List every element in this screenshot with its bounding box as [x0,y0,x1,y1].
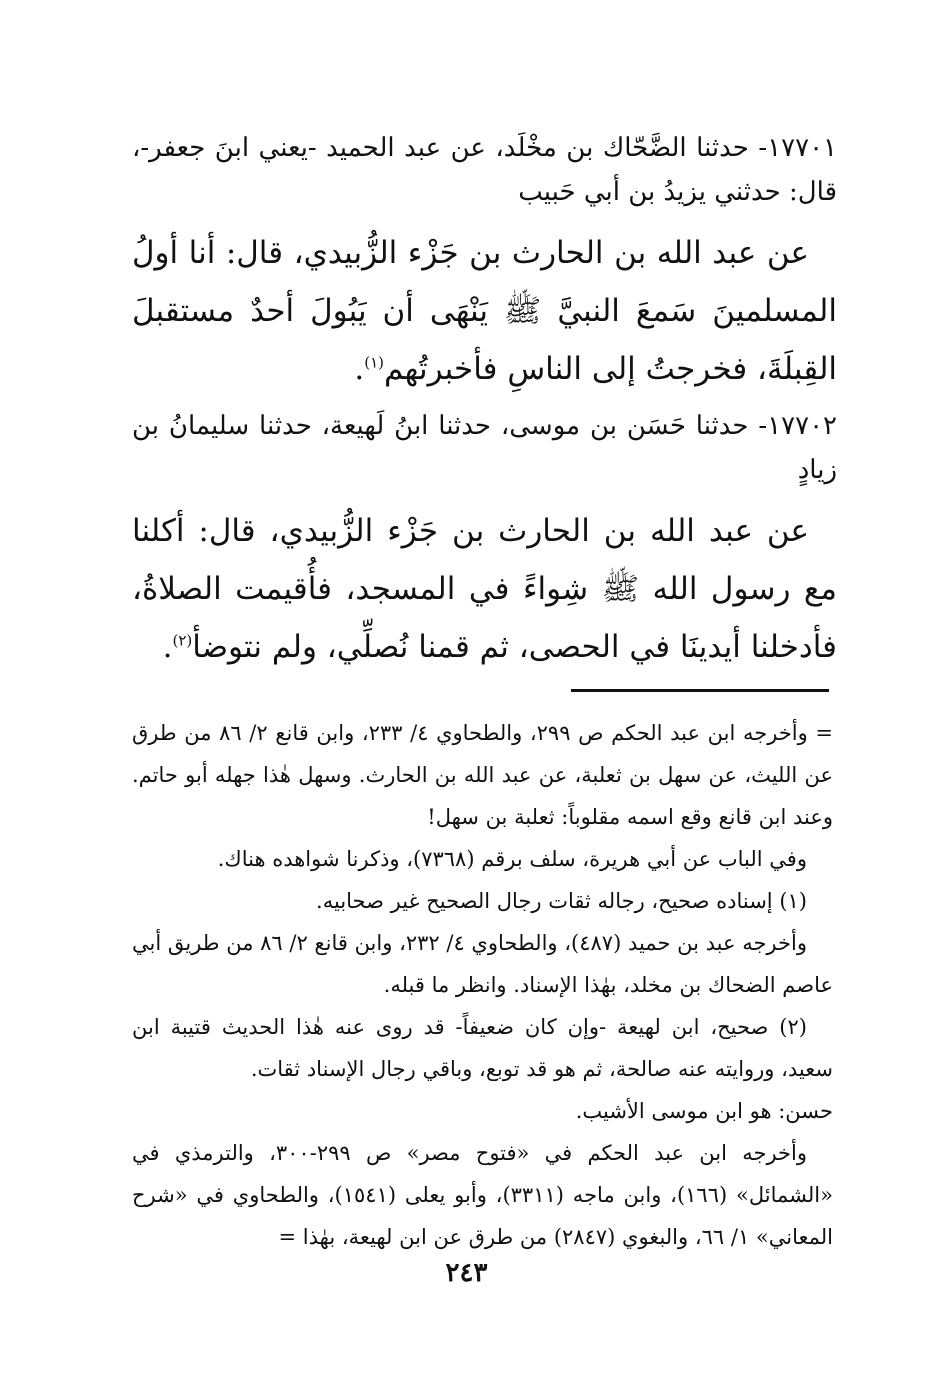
hadith-17701-matn-text: عن عبد الله بن الحارث بن جَزْء الزُّبيدي، قال: أنا أولُ المسلمينَ سَمعَ النبيَّ ﷺ يَنْهَى أن يَبُولَ أحدٌ مستقبلَ القِبلَةَ، فخرجتُ إلى الناسِ فأخبرتُهم [132,235,837,387]
footnote-paragraph: حسن: هو ابن موسى الأشيب. [575,1099,833,1123]
footnote-ref-2[interactable]: (٢) [172,631,193,650]
footnote-continuation: = وأخرجه ابن عبد الحكم ص ٢٩٩، والطحاوي ٤/ ٢٣٣، وابن قانع ٢/ ٨٦ من طرق عن الليث، عن سهل بن ثعلبة، عن عبد الله بن الحارث. وسهل هٰذا جهله أبو حاتم. وعند ابن قانع وقع اسمه مقلوباً: ثعلبة بن سهل! [132,721,833,829]
footnote-paragraph: وفي الباب عن أبي هريرة، سلف برقم (٧٣٦٨)، وذكرنا شواهده هناك. [217,847,807,871]
page-number: ٢٤٣ [445,1258,488,1288]
hadith-17702-matn [132,502,837,676]
hadith-17701-matn [132,224,837,398]
hadith-17702-isnad: ١٧٧٠٢- حدثنا حَسَن بن موسى، حدثنا ابنُ لَهيعة، حدثنا سليمانُ بن زيادٍ [132,411,837,485]
hadith-17702-matn-end: . [162,629,173,665]
footnote-1: (١) إسناده صحيح، رجاله ثقات رجال الصحيح غير صحابيه. [316,889,807,913]
footnote-paragraph: وأخرجه عبد بن حميد (٤٨٧)، والطحاوي ٤/ ٢٣٢، وابن قانع ٢/ ٨٦ من طريق أبي عاصم الضحاك بن مخلد، بهٰذا الإسناد. وانظر ما قبله. [132,931,833,997]
footnote-divider [571,689,829,692]
hadith-17702-matn-text: عن عبد الله بن الحارث بن جَزْء الزُّبيدي، قال: أكلنا مع رسول الله ﷺ شِواءً في المسجد، فأُقيمت الصلاةُ، فأدخلنا أيدينَا في الحصى، ثم قمنا نُصلِّي، ولم نتوضأ [132,513,837,665]
hadith-17701-isnad: ١٧٧٠١- حدثنا الضَّحّاك بن مخْلَد، عن عبد الحميد -يعني ابنَ جعفر-، قال: حدثني يزيدُ بن أبي حَبيب [132,133,837,207]
footnote-2: (٢) صحيح، ابن لهيعة -وإن كان ضعيفاً- قد روى عنه هٰذا الحديث قتيبة ابن سعيد، وروايته عنه صالحة، ثم هو قد توبع، وباقي رجال الإسناد ثقات. [132,1015,833,1081]
footnotes-section [132,712,833,1258]
footnote-ref-1[interactable]: (١) [364,353,385,372]
hadith-17701-matn-end: . [354,351,365,387]
footnote-paragraph: وأخرجه ابن عبد الحكم في «فتوح مصر» ص ٢٩٩-٣٠٠، والترمذي في «الشمائل» (١٦٦)، وابن ماجه (٣٣١١)، وأبو يعلى (١٥٤١)، والطحاوي في «شرح المعاني» ١/ ٦٦، والبغوي (٢٨٤٧) من طرق عن ابن لهيعة، بهٰذا = [132,1141,833,1249]
